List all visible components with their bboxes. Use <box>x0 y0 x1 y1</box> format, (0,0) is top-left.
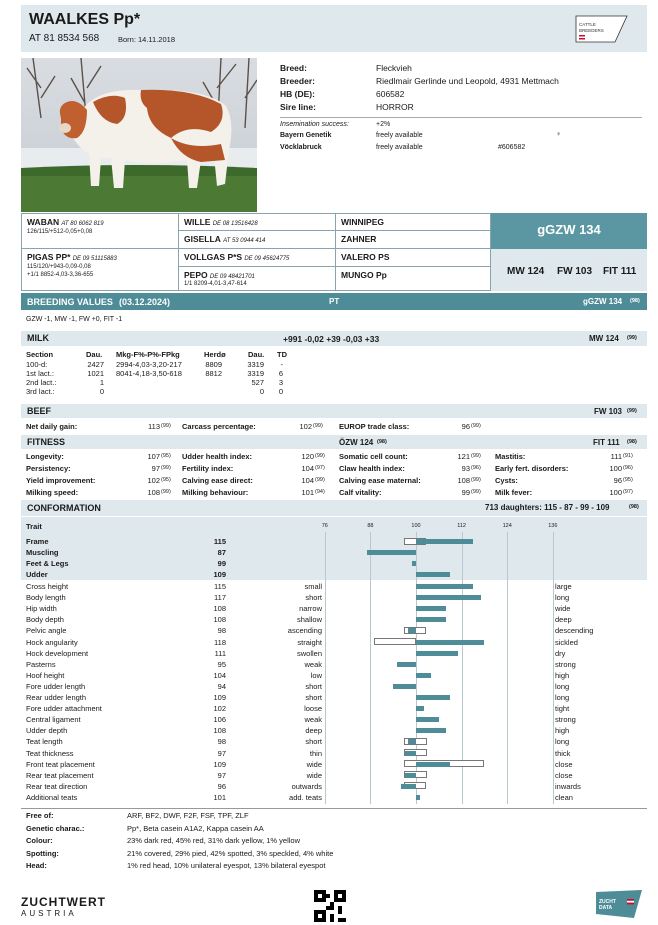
fitness-key: Longevity: <box>26 452 64 461</box>
milk-cell: 1021 <box>87 369 104 378</box>
conformation-daughters: 713 daughters: 115 - 87 - 99 - 109 <box>485 503 610 512</box>
trait-value: 94 <box>217 681 226 691</box>
trait-high-label: close <box>555 759 573 769</box>
fitness-rel: (96) <box>471 465 481 471</box>
scale-label: 76 <box>321 523 328 529</box>
trait-low-label: ascending <box>287 626 322 636</box>
misc-key: Genetic charac.: <box>26 823 85 833</box>
trait-name: Teat length <box>26 737 63 747</box>
milk-cell: 1 <box>99 378 104 387</box>
fitness-rel: (94) <box>315 489 325 495</box>
milk-th: Mkg-F%-P%-FPkg <box>116 350 180 359</box>
sdd-name: ZAHNER <box>341 234 377 244</box>
milk-cell: 8041-4,18-3,50-618 <box>116 369 182 378</box>
misc-value: Pp*, Beta casein A1A2, Kappa casein AA <box>127 823 264 833</box>
trait-high-label: tight <box>555 704 570 714</box>
trait-bar <box>416 706 424 711</box>
trait-value: 98 <box>217 737 226 747</box>
grid-line <box>370 532 371 804</box>
bull-born: Born: 14.11.2018 <box>118 35 175 44</box>
fitness-rel: (99) <box>471 453 481 459</box>
misc-divider <box>21 808 647 809</box>
trait-bar <box>416 584 473 589</box>
fitness-rel: (99) <box>471 489 481 495</box>
dam-line-values: 115/120/+943-0,09-0,08 <box>27 264 91 270</box>
trait-low-label: small <box>304 582 322 591</box>
trait-name: Muscling <box>26 548 59 558</box>
milk-th: TD <box>277 350 287 359</box>
qr-code-icon <box>314 890 346 922</box>
trait-value: 87 <box>217 548 226 558</box>
milk-cell: - <box>280 360 283 369</box>
station-name: Bayern Genetik <box>280 132 332 139</box>
trait-name: Body depth <box>26 615 64 625</box>
trait-bar <box>416 717 439 722</box>
fitness-value: 102 <box>147 476 160 485</box>
trait-high-label: high <box>555 726 570 736</box>
insemination-value: +2% <box>376 121 391 128</box>
milk-cell: 2427 <box>87 360 104 369</box>
milk-cell: 100-d: <box>26 360 48 369</box>
dss-name: VALERO PS <box>341 252 390 262</box>
grid-line <box>553 532 554 804</box>
bv-gzw-rel: (98) <box>630 298 640 304</box>
trait-low-label: short <box>305 737 322 747</box>
fitness-value: 108 <box>457 476 470 485</box>
fitness-key: Milking speed: <box>26 488 79 497</box>
fitness-rel: (97) <box>315 465 325 471</box>
trait-name: Pasterns <box>26 659 56 669</box>
trait-bar <box>393 684 416 689</box>
trait-value: 97 <box>217 748 226 758</box>
bv-gzw: gGZW 134 <box>583 297 623 306</box>
fitness-rel: (99) <box>471 477 481 483</box>
bull-id: AT 81 8534 568 <box>29 33 100 44</box>
fitness-value: 107 <box>147 452 160 461</box>
fitness-rel: (99) <box>161 465 171 471</box>
dd-id: DE 09 48421701 <box>209 274 255 280</box>
misc-value: ARF, BF2, DWF, F2F, FSF, TPF, ZLF <box>127 811 249 820</box>
beef-key: EUROP trade class: <box>339 422 410 431</box>
trait-high-label: long <box>555 593 570 603</box>
sire-line-values: 126/115/+512-0,05+0,08 <box>27 229 93 235</box>
trait-bar <box>416 762 450 767</box>
insemination-label: Insemination success: <box>280 121 349 128</box>
trait-low-label: low <box>310 670 322 680</box>
milk-th: Dau. <box>86 350 103 359</box>
station-status: freely available <box>376 144 423 151</box>
milk-cell: 3319 <box>247 360 264 369</box>
fitness-rel: (99) <box>161 489 171 495</box>
milk-cell: 3 <box>278 378 283 387</box>
trait-low-label: straight <box>297 637 322 647</box>
info-value: HORROR <box>376 102 414 112</box>
trait-value: 111 <box>214 648 226 658</box>
trait-bar <box>416 795 420 800</box>
zucht-data-logo <box>596 890 642 918</box>
misc-value: 21% covered, 29% pied, 42% spotted, 3% speckled, 4% white <box>127 848 334 858</box>
beef-value: 102 <box>299 422 312 431</box>
trait-value: 101 <box>213 792 226 802</box>
trait-name: Udder depth <box>26 726 68 736</box>
scale-label: 124 <box>502 523 512 529</box>
fitness-key: Mastitis: <box>495 452 526 461</box>
fitness-key: Cysts: <box>495 476 518 485</box>
trait-high-label: sickled <box>555 637 578 647</box>
milk-cell: 2nd lact.: <box>26 378 57 387</box>
trait-high-label: large <box>555 582 572 591</box>
info-key: Sire line: <box>280 102 316 112</box>
scale-label: 136 <box>548 523 558 529</box>
milk-cell: 0 <box>278 387 283 396</box>
info-key: HB (DE): <box>280 89 315 99</box>
fw-value: FW 103 <box>557 266 593 277</box>
trait-bar <box>367 550 416 555</box>
trait-value: 108 <box>213 604 226 614</box>
trait-name: Rear teat placement <box>26 770 94 780</box>
zucht-data-text: ZUCHT DATA <box>599 899 616 911</box>
trait-name: Frame <box>26 537 49 546</box>
scale-label: 100 <box>411 523 421 529</box>
trait-value: 97 <box>217 770 226 780</box>
station-status: freely available <box>376 132 423 139</box>
trait-low-label: weak <box>304 659 322 669</box>
milk-cell: 3319 <box>247 369 264 378</box>
trait-value: 99 <box>217 559 226 569</box>
beef-fw-rel: (99) <box>627 408 637 414</box>
fitness-value: 97 <box>151 464 160 473</box>
milk-cell: 527 <box>251 378 264 387</box>
milk-th: Dau. <box>248 350 265 359</box>
milk-th: Herdø <box>204 350 226 359</box>
trait-value: 109 <box>213 570 226 580</box>
fitness-rel: (91) <box>623 453 633 459</box>
daughter-box <box>374 638 416 645</box>
trait-value: 115 <box>214 582 226 591</box>
trait-bar <box>405 773 416 778</box>
trait-bar <box>416 606 446 611</box>
scale-label: 88 <box>367 523 374 529</box>
scale-label: 112 <box>457 523 466 529</box>
trait-high-label: clean <box>555 792 573 802</box>
info-key: Breed: <box>280 63 307 73</box>
sd-name: GISELLA <box>184 234 221 244</box>
fitness-key: Calving ease maternal: <box>339 476 421 485</box>
fitness-value: 121 <box>457 452 470 461</box>
fitness-rel: (95) <box>623 477 633 483</box>
trait-header: Trait <box>26 522 42 531</box>
trait-low-label: short <box>305 593 322 603</box>
info-value: Riedlmair Gerlinde und Leopold, 4931 Mettmach <box>376 76 559 86</box>
trait-name: Udder <box>26 570 48 580</box>
fitness-rel: (99) <box>315 477 325 483</box>
trait-high-label: dry <box>555 648 566 658</box>
trait-bar <box>416 728 446 733</box>
fitness-value: 96 <box>613 476 622 485</box>
beef-value: 113 <box>148 422 160 431</box>
beef-key: Net daily gain: <box>26 422 78 431</box>
ddd-name: MUNGO Pp <box>341 270 387 280</box>
trait-name: Feet & Legs <box>26 559 69 569</box>
sire-id: AT 80 6062 819 <box>61 221 104 227</box>
fitness-rel: (97) <box>623 489 633 495</box>
svg-text:BREEDERS: BREEDERS <box>579 28 604 33</box>
milk-mw-rel: (99) <box>627 335 637 341</box>
trait-name: Rear udder length <box>26 693 87 702</box>
trait-bar <box>401 784 416 789</box>
trait-name: Additional teats <box>26 792 78 802</box>
trait-name: Hock angularity <box>26 637 78 647</box>
fitness-key: Fertility index: <box>182 464 234 473</box>
beef-rel: (99) <box>471 423 481 429</box>
beef-title: BEEF <box>27 406 52 416</box>
trait-value: 106 <box>213 715 226 725</box>
fitness-rel: (95) <box>161 453 171 459</box>
trait-low-label: narrow <box>299 604 322 614</box>
milk-summary: +991 -0,02 +39 -0,03 +33 <box>283 334 380 344</box>
conformation-title: CONFORMATION <box>27 503 101 513</box>
female-icon: ♀ <box>556 131 562 138</box>
station-hb: #606582 <box>498 144 526 151</box>
gzw-value: gGZW 134 <box>537 222 601 237</box>
trait-value: 109 <box>213 759 226 769</box>
fitness-rel: (96) <box>623 465 633 471</box>
fitness-value: 101 <box>301 488 314 497</box>
trait-value: 108 <box>213 615 226 625</box>
trait-value: 98 <box>217 626 226 636</box>
fitness-rel: (95) <box>161 477 171 483</box>
dam-id: DE 09 51115883 <box>72 256 117 262</box>
trait-bar <box>416 695 450 700</box>
trait-value: 104 <box>213 670 226 680</box>
trait-name: Teat thickness <box>26 748 74 758</box>
trait-bar <box>416 673 431 678</box>
fitness-key: Milking behaviour: <box>182 488 249 497</box>
bv-note: GZW -1, MW -1, FW +0, FIT -1 <box>26 316 123 323</box>
fitness-key: Udder health index: <box>182 452 253 461</box>
fitness-value: 104 <box>301 476 314 485</box>
dam-line-values: +1/1 8852-4,03-3,36-655 <box>27 272 94 278</box>
station-name: Vöcklabruck <box>280 144 322 151</box>
misc-value: 23% dark red, 45% red, 31% dark yellow, 1% yellow <box>127 836 301 845</box>
trait-name: Fore udder attachment <box>26 704 102 714</box>
trait-high-label: strong <box>555 659 576 669</box>
trait-low-label: loose <box>304 704 322 714</box>
trait-high-label: descending <box>555 626 594 636</box>
milk-cell: 6 <box>278 369 283 378</box>
trait-high-label: long <box>555 681 570 691</box>
misc-key: Colour: <box>26 836 53 845</box>
trait-value: 109 <box>213 693 226 702</box>
trait-low-label: deep <box>305 726 322 736</box>
trait-low-label: thin <box>309 748 322 758</box>
info-key: Breeder: <box>280 76 315 86</box>
trait-value: 95 <box>217 659 226 669</box>
fitness-key: Early fert. disorders: <box>495 464 569 473</box>
trait-bar <box>416 617 446 622</box>
dam-name: PIGAS PP* <box>27 252 71 262</box>
trait-bar <box>412 561 416 566</box>
beef-fw: FW 103 <box>594 407 623 416</box>
grid-line <box>325 532 326 804</box>
ss-id: DE 08 13516428 <box>212 221 258 227</box>
trait-name: Rear teat direction <box>26 781 88 791</box>
trait-bar <box>405 751 416 756</box>
trait-high-label: inwards <box>555 781 581 791</box>
trait-high-label: deep <box>555 615 572 625</box>
fitness-key: Claw health index: <box>339 464 405 473</box>
trait-value: 108 <box>213 726 226 736</box>
trait-value: 96 <box>217 781 226 791</box>
sire-name: WABAN <box>27 217 60 227</box>
trait-name: Pelvic angle <box>26 626 67 636</box>
trait-bar <box>408 628 416 633</box>
trait-name: Hock development <box>26 648 89 658</box>
milk-title: MILK <box>27 333 49 343</box>
zuchtwert-logo: ZUCHTWERT <box>21 895 106 909</box>
trait-high-label: close <box>555 770 573 780</box>
mw-value: MW 124 <box>507 266 545 277</box>
milk-cell: 1st lact.: <box>26 369 54 378</box>
sd-id: AT 53 0944 414 <box>223 238 266 244</box>
trait-name: Hip width <box>26 604 57 614</box>
info-value: 606582 <box>376 89 405 99</box>
trait-bar <box>397 662 416 667</box>
sss-name: WINNIPEG <box>341 217 384 227</box>
milk-cell: 0 <box>99 387 104 396</box>
fitness-value: 120 <box>301 452 314 461</box>
trait-low-label: shallow <box>296 615 322 625</box>
misc-value: 1% red head, 10% unilateral eyespot, 13% bilateral eyespot <box>127 861 326 870</box>
bv-date: (03.12.2024) <box>119 297 171 307</box>
trait-value: 115 <box>213 537 226 546</box>
misc-key: Head: <box>26 861 47 870</box>
trait-bar <box>416 572 450 577</box>
trait-low-label: wide <box>306 770 322 780</box>
info-value: Fleckvieh <box>376 63 412 73</box>
ds-name: VOLLGAS P*S <box>184 252 243 262</box>
trait-high-label: wide <box>555 604 571 614</box>
conformation-daughters-rel: (98) <box>629 504 639 510</box>
fitness-value: 100 <box>609 464 622 473</box>
trait-low-label: swollen <box>296 648 322 658</box>
trait-bar <box>416 651 458 656</box>
trait-value: 117 <box>214 593 226 603</box>
beef-rel: (99) <box>313 423 323 429</box>
fitness-ozw: ÖZW 124 <box>339 438 374 447</box>
milk-th: Section <box>26 350 54 359</box>
fitness-fit: FIT 111 <box>593 438 620 447</box>
grid-line <box>507 532 508 804</box>
fitness-key: Somatic cell count: <box>339 452 408 461</box>
beef-value: 96 <box>461 422 470 431</box>
zuchtwert-country: AUSTRIA <box>21 909 77 918</box>
milk-mw: MW 124 <box>589 334 619 343</box>
milk-cell: 8809 <box>205 360 222 369</box>
bv-pt: PT <box>329 297 340 306</box>
ds-id: DE 09 45624775 <box>244 256 290 262</box>
misc-key: Free of: <box>26 811 54 820</box>
trait-bar <box>416 539 473 544</box>
trait-high-label: high <box>555 670 570 680</box>
trait-name: Central ligament <box>26 715 81 725</box>
fitness-key: Yield improvement: <box>26 476 96 485</box>
trait-high-label: thick <box>555 748 571 758</box>
trait-name: Cross height <box>26 582 69 591</box>
trait-value: 118 <box>214 637 226 647</box>
fit-value: FIT 111 <box>603 266 637 277</box>
trait-bar <box>408 739 416 744</box>
trait-low-label: outwards <box>291 781 322 791</box>
fitness-value: 104 <box>301 464 314 473</box>
fitness-value: 111 <box>610 452 622 461</box>
trait-low-label: short <box>305 693 322 702</box>
bv-title: BREEDING VALUES <box>27 297 113 307</box>
fitness-key: Milk fever: <box>495 488 533 497</box>
trait-high-label: long <box>555 737 570 747</box>
dd-name: PEPO <box>184 270 208 280</box>
fitness-key: Calf vitality: <box>339 488 382 497</box>
fitness-title: FITNESS <box>27 437 66 447</box>
milk-cell: 8812 <box>205 369 222 378</box>
fitness-key: Persistency: <box>26 464 71 473</box>
trait-name: Front teat placement <box>26 759 95 769</box>
svg-text:CATTLE: CATTLE <box>579 22 596 27</box>
trait-high-label: long <box>555 693 570 702</box>
milk-cell: 0 <box>259 387 264 396</box>
bull-name: WAALKES Pp* <box>29 11 141 28</box>
fitness-key: Calving ease direct: <box>182 476 253 485</box>
trait-low-label: weak <box>304 715 322 725</box>
fitness-value: 100 <box>609 488 622 497</box>
milk-cell: 3rd lact.: <box>26 387 55 396</box>
trait-value: 102 <box>213 704 226 714</box>
trait-bar <box>416 640 484 645</box>
trait-low-label: add. teats <box>289 792 322 802</box>
fitness-value: 99 <box>461 488 470 497</box>
misc-key: Spotting: <box>26 848 59 858</box>
fitness-fit-rel: (98) <box>627 439 637 445</box>
trait-name: Hoof height <box>26 670 65 680</box>
dd-line-values: 1/1 8209-4,01-3,47-614 <box>184 281 247 287</box>
misc-info <box>26 811 646 871</box>
trait-low-label: short <box>305 681 322 691</box>
trait-bar <box>416 595 481 600</box>
trait-high-label: strong <box>555 715 576 725</box>
trait-name: Body length <box>26 593 66 603</box>
fitness-ozw-rel: (98) <box>377 439 387 445</box>
ss-name: WILLE <box>184 217 211 227</box>
trait-low-label: wide <box>306 759 322 769</box>
fitness-value: 108 <box>147 488 160 497</box>
beef-key: Carcass percentage: <box>182 422 256 431</box>
beef-rel: (99) <box>161 423 171 429</box>
milk-cell: 2994-4,03-3,20-217 <box>116 360 182 369</box>
fitness-rel: (99) <box>315 453 325 459</box>
trait-name: Fore udder length <box>26 681 86 691</box>
fitness-value: 93 <box>461 464 470 473</box>
